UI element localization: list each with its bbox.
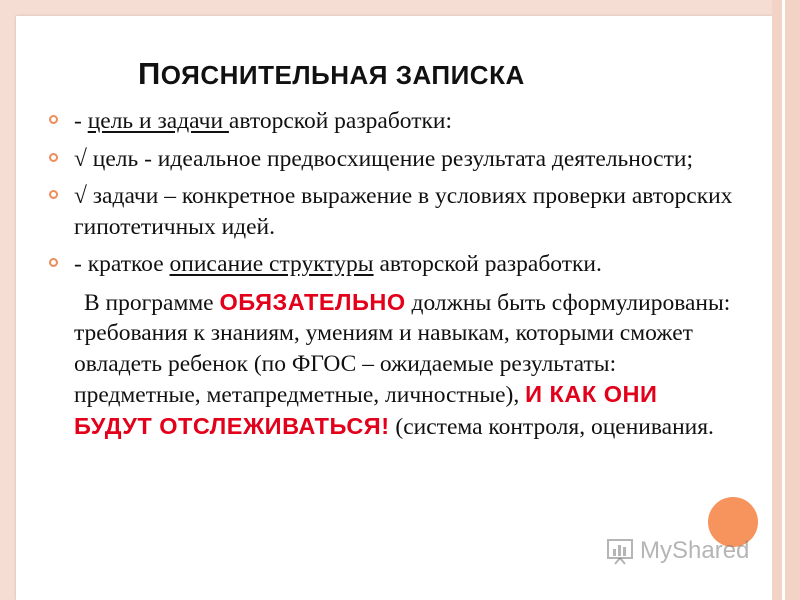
bullet-text: √ задачи – конкретное выражение в условиях проверки авторских гипотетичных идей. (74, 183, 733, 240)
slide-left-border (0, 0, 16, 600)
emphasis-text: ОБЯЗАТЕЛЬНО (219, 288, 406, 315)
title-rest: ОЯСНИТЕЛЬНАЯ ЗАПИСКА (160, 60, 525, 90)
slide-content (44, 106, 734, 442)
list-item (44, 249, 734, 280)
bullet-text: √ цель - идеальное предвосхищение результата деятельности; (74, 145, 693, 172)
paragraph-text: В программе (84, 289, 220, 316)
title-first-letter: П (138, 56, 161, 91)
bullet-circle-icon (49, 115, 58, 124)
body-paragraph (44, 287, 734, 443)
watermark (606, 536, 749, 566)
bullet-underlined-text: цель и задачи (87, 108, 229, 134)
paragraph-text: должны быть сформулированы: требования к знаниям, умениям и навыкам, которыми сможет овладеть ребенок (по ФГОС – ожидаемые результаты: предметные, метапредметные, личностные), (74, 289, 731, 408)
bullet-prefix: - (74, 108, 88, 134)
list-item (44, 106, 734, 137)
list-item (44, 181, 734, 242)
watermark-text: MyShared (640, 537, 750, 564)
page-title (138, 56, 525, 92)
list-item (44, 144, 734, 175)
bullet-circle-icon (49, 153, 58, 162)
bullet-circle-icon (49, 190, 58, 199)
paragraph-text: (система контроля, оценивания. (389, 413, 714, 440)
bullet-prefix: - краткое (74, 251, 170, 277)
slide-right-border (772, 0, 800, 600)
chart-icon (606, 536, 636, 566)
bullet-suffix: авторской разработки. (373, 251, 602, 277)
bullet-circle-icon (49, 258, 58, 267)
bullet-underlined-text: описание структуры (169, 251, 374, 277)
bullet-suffix: авторской разработки: (228, 108, 453, 134)
emphasis-text: И КАК ОНИ БУДУТ ОТСЛЕЖИВАТЬСЯ! (74, 381, 658, 439)
